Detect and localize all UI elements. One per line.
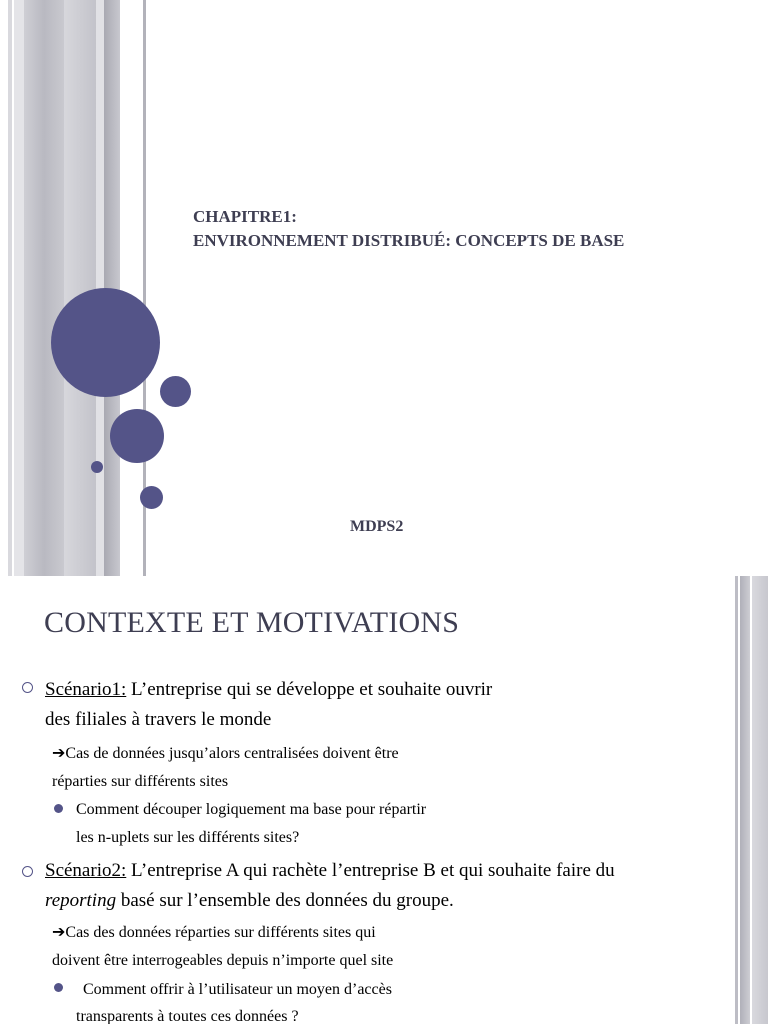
scenario2-bullet-line2: transparents à toutes ces données ? <box>76 1008 299 1024</box>
dot-bullet-icon <box>54 804 63 813</box>
decor-circle <box>110 409 164 463</box>
scenario1-bullet-line2: les n-uplets sur les différents sites? <box>76 829 300 846</box>
decor-stripe <box>24 0 64 576</box>
decor-circle <box>91 461 103 473</box>
decor-circle <box>140 486 163 509</box>
scenario2-sub-line1: ➔Cas des données réparties sur différents sites qui <box>52 924 376 941</box>
slide-title: CONTEXTE ET MOTIVATIONS <box>44 606 460 639</box>
scenario1-sub-line2: réparties sur différents sites <box>52 773 229 790</box>
chapter-label: CHAPITRE1: <box>193 207 297 226</box>
scenario1-line2: des filiales à travers le monde <box>45 709 272 730</box>
scenario1-bullet-line1: Comment découper logiquement ma base pour répartir <box>76 801 427 818</box>
ring-bullet-icon <box>22 682 33 693</box>
chapter-heading: ENVIRONNEMENT DISTRIBUÉ: CONCEPTS DE BASE <box>193 231 625 250</box>
ring-bullet-icon <box>22 866 33 877</box>
slide-footer: MDPS2 <box>350 518 404 535</box>
scenario2-bullet-line1: Comment offrir à l’utilisateur un moyen d’accès <box>83 981 392 998</box>
decor-stripe <box>8 0 12 576</box>
chapter-title <box>193 205 624 253</box>
scenario1-text: L’entreprise qui se développe et souhaite ouvrir <box>126 679 493 700</box>
dot-bullet-icon <box>54 983 63 992</box>
scenario1-line1 <box>45 675 492 705</box>
scenario2-line2: reporting basé sur l’ensemble des données du groupe. <box>45 890 454 911</box>
content-slide <box>0 576 768 1024</box>
decor-circle <box>160 376 191 407</box>
decor-stripe <box>64 0 96 576</box>
scenario2-sub-line2: doivent être interrogeables depuis n’importe quel site <box>52 952 394 969</box>
scenario1-label: Scénario1: <box>45 679 127 700</box>
arrow-icon: ➔ <box>52 924 66 941</box>
scenario2-label: Scénario2: <box>45 860 127 881</box>
decor-circle <box>51 288 160 397</box>
scenario2-text: L’entreprise A qui rachète l’entreprise B et qui souhaite faire du <box>126 860 615 881</box>
scenario2-line1 <box>45 856 615 886</box>
decor-stripe <box>14 0 24 576</box>
reporting-term: reporting <box>45 890 117 911</box>
decor-stripe <box>752 576 768 1024</box>
scenario1-sub-line1: ➔Cas de données jusqu’alors centralisées doivent être <box>52 745 399 762</box>
decor-stripe <box>740 576 750 1024</box>
arrow-icon: ➔ <box>52 745 66 762</box>
decor-stripe <box>735 576 738 1024</box>
